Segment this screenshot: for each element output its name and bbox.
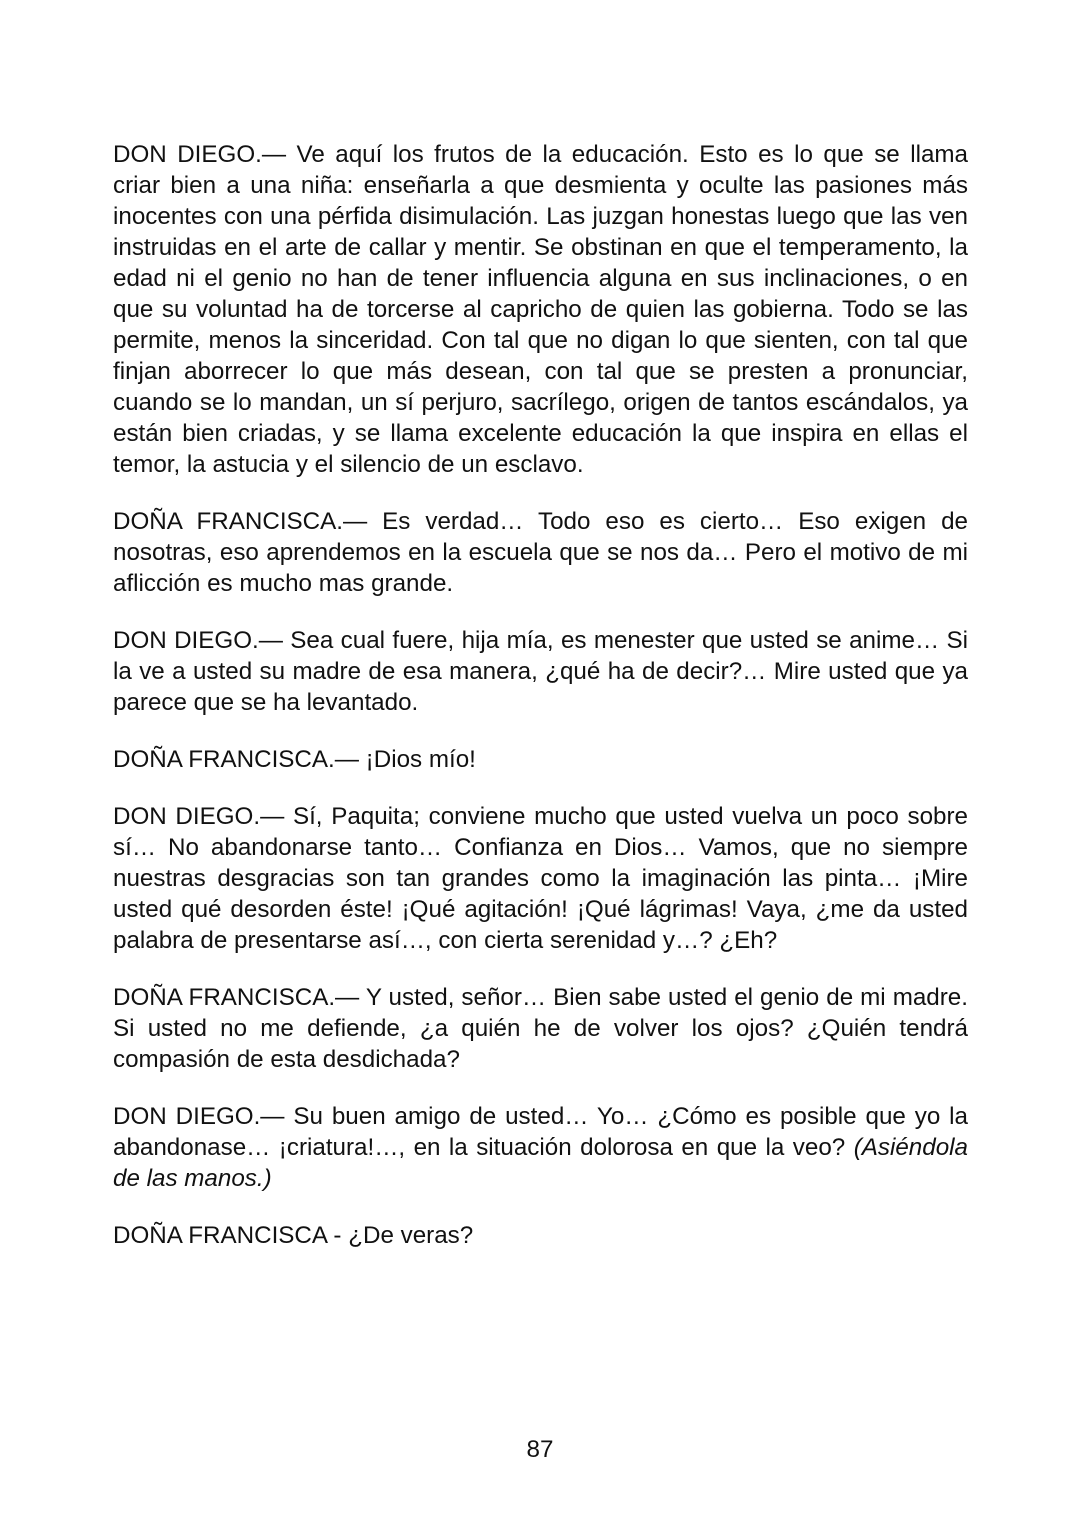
speech-don-diego-3 (113, 801, 968, 956)
speech-text: ¿De veras? (348, 1222, 474, 1249)
speaker-name: DOÑA FRANCISCA.— (113, 508, 368, 535)
speech-dona-francisca-2 (113, 744, 968, 775)
speech-don-diego-1 (113, 139, 968, 480)
speech-text: Y usted, señor… Bien sabe usted el genio de mi madre. Si usted no me defiende, ¿a quién he de volver los ojos? ¿Quién tendrá compasión de esta desdichada? (113, 984, 968, 1073)
speech-dona-francisca-4 (113, 1220, 968, 1251)
stage-direction: (Asiéndola de las manos.) (113, 1134, 968, 1192)
speech-don-diego-4 (113, 1101, 968, 1194)
speaker-name: DOÑA FRANCISCA - (113, 1222, 342, 1249)
speech-text: Ve aquí los frutos de la educación. Esto es lo que se llama criar bien a una niña: enseñarla a que desmienta y oculte las pasiones más inocentes con una pérfida disimulación. Las juzgan honestas luego que las ven instruidas en el arte de callar y mentir. Se obstinan en que el temperamento, la edad ni el genio no han de tener influencia alguna en sus inclinaciones, o en que su voluntad ha de torcerse al capricho de quien las gobierna. Todo se las permite, menos la sinceridad. Con tal que no digan lo que sienten, con tal que finjan aborrecer lo que más desean, con tal que se presten a pronunciar, cuando se lo mandan, un sí perjuro, sacrílego, origen de tantos escándalos, ya están bien criadas, y se llama excelente educación la que inspira en ellas el temor, la astucia y el silencio de un esclavo. (113, 141, 968, 478)
speaker-name: DON DIEGO.— (113, 141, 287, 168)
speaker-name: DOÑA FRANCISCA.— (113, 984, 360, 1011)
speech-dona-francisca-3 (113, 982, 968, 1075)
dialogue-text (113, 139, 968, 1277)
speaker-name: DON DIEGO.— (113, 1103, 285, 1130)
speech-text: Sí, Paquita; conviene mucho que usted vuelva un poco sobre sí… No abandonarse tanto… Confianza en Dios… Vamos, que no siempre nuestras desgracias son tan grandes como la imaginación las pinta… ¡Mire usted qué desorden éste! ¡Qué agitación! ¡Qué lágrimas! Vaya, ¿me da usted palabra de presentarse así…, con cierta serenidad y…? ¿Eh? (113, 803, 968, 954)
speech-text: ¡Dios mío! (365, 746, 476, 773)
speaker-name: DON DIEGO.— (113, 627, 283, 654)
speech-text: Sea cual fuere, hija mía, es menester que usted se anime… Si la ve a usted su madre de esa manera, ¿qué ha de decir?… Mire usted que ya parece que se ha levantado. (113, 627, 968, 716)
speaker-name: DOÑA FRANCISCA.— (113, 746, 359, 773)
speaker-name: DON DIEGO.— (113, 803, 285, 830)
page-number: 87 (526, 1436, 554, 1463)
speech-text: Es verdad… Todo eso es cierto… Eso exigen de nosotras, eso aprendemos en la escuela que se nos da… Pero el motivo de mi aflicción es mucho mas grande. (113, 508, 968, 597)
speech-dona-francisca-1 (113, 506, 968, 599)
speech-don-diego-2 (113, 625, 968, 718)
speech-text: Su buen amigo de usted… Yo… ¿Cómo es posible que yo la abandonase… ¡criatura!…, en la situación dolorosa en que la veo? (113, 1103, 968, 1161)
